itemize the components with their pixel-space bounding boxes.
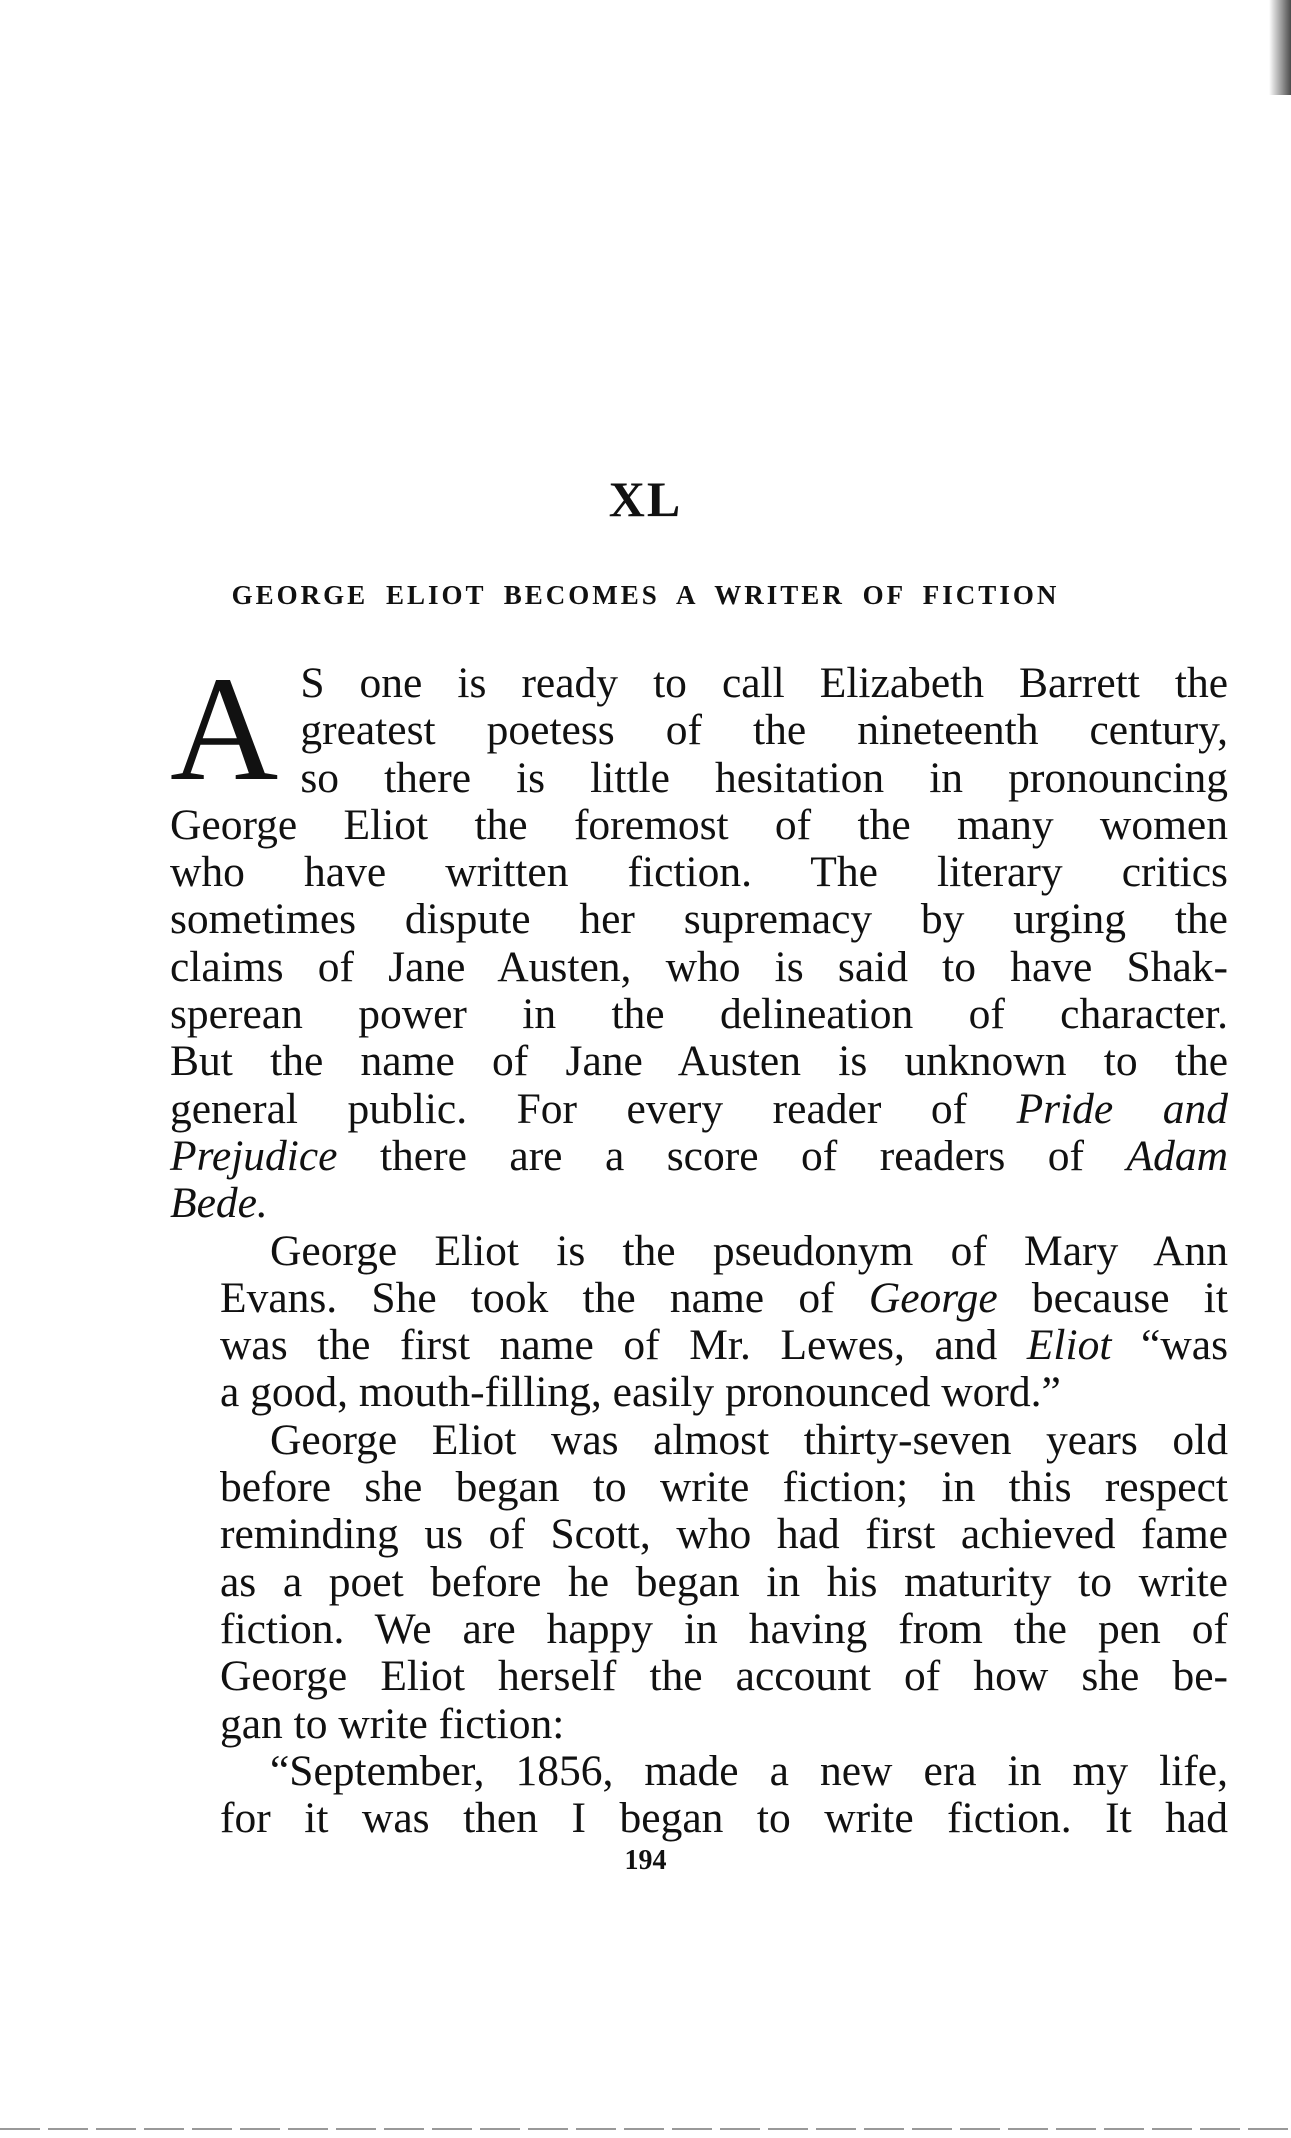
paragraph-2 [170, 1228, 1228, 1417]
text-line: for it was then I began to write fiction. It had [220, 1794, 1228, 1843]
text-line: But the name of Jane Austen is unknown to the [170, 1037, 1228, 1086]
scan-edge-mark [1269, 0, 1291, 95]
text-line: greatest poetess of the nineteenth century, [300, 706, 1228, 755]
book-title-pride: Pride and [1016, 1084, 1228, 1133]
emphasis-eliot: Eliot [1026, 1321, 1112, 1370]
text-line: before she began to write fiction; in this respect [220, 1463, 1228, 1512]
book-title-adam: Adam [1126, 1131, 1228, 1180]
text-line: claims of Jane Austen, who is said to have Shak- [170, 942, 1228, 991]
text-line: sometimes dispute her supremacy by urging the [170, 895, 1228, 944]
text-segment: “was [1111, 1321, 1228, 1370]
book-title-prejudice: Prejudice [170, 1131, 338, 1180]
text-line: as a poet before he began in his maturity to write [220, 1557, 1228, 1606]
text-line: a good, mouth-filling, easily pronounced word.” [220, 1368, 1061, 1417]
text-line: George Eliot the foremost of the many women [170, 800, 1228, 849]
chapter-title: GEORGE ELIOT BECOMES A WRITER OF FICTION [231, 580, 1060, 610]
text-line: fiction. We are happy in having from the pen of [220, 1604, 1228, 1653]
page-number: 194 [624, 1845, 667, 1876]
text-segment: Evans. She took the name of [220, 1273, 869, 1322]
book-title-bede: Bede. [170, 1179, 268, 1228]
text-line [170, 1133, 1228, 1180]
paragraph-1 [170, 646, 1228, 1228]
text-segment: general public. For every reader of [170, 1084, 1017, 1133]
paragraph-4 [170, 1748, 1228, 1843]
paragraph-3 [170, 1417, 1228, 1748]
text-line [170, 1086, 1228, 1133]
text-segment: there are a score of readers of [337, 1131, 1127, 1180]
text-line: S one is ready to call Elizabeth Barrett the [300, 659, 1228, 707]
text-line: George Eliot is the pseudonym of Mary Ann [270, 1226, 1228, 1275]
text-line [170, 1180, 1228, 1227]
text-line: reminding us of Scott, who had first achieved fame [220, 1510, 1228, 1559]
text-line: George Eliot was almost thirty-seven years old [270, 1415, 1228, 1464]
emphasis-george: George [868, 1273, 998, 1322]
text-line [170, 1275, 1228, 1322]
text-line: so there is little hesitation in pronouncing [300, 753, 1228, 802]
text-line: who have written fiction. The literary critics [170, 848, 1228, 897]
text-line: gan to write fiction: [220, 1699, 565, 1748]
text-line: George Eliot herself the account of how she be- [220, 1652, 1228, 1701]
text-line: “September, 1856, made a new era in my life, [270, 1746, 1228, 1795]
text-segment: was the first name of Mr. Lewes, and [220, 1321, 1027, 1370]
text-segment: because it [997, 1273, 1228, 1322]
drop-cap: A [170, 646, 279, 812]
text-line [170, 1322, 1228, 1369]
body-text [170, 646, 1228, 1843]
chapter-number: XL [608, 471, 683, 527]
text-line: sperean power in the delineation of character. [170, 990, 1228, 1039]
scan-bottom-edge [0, 2128, 1291, 2130]
